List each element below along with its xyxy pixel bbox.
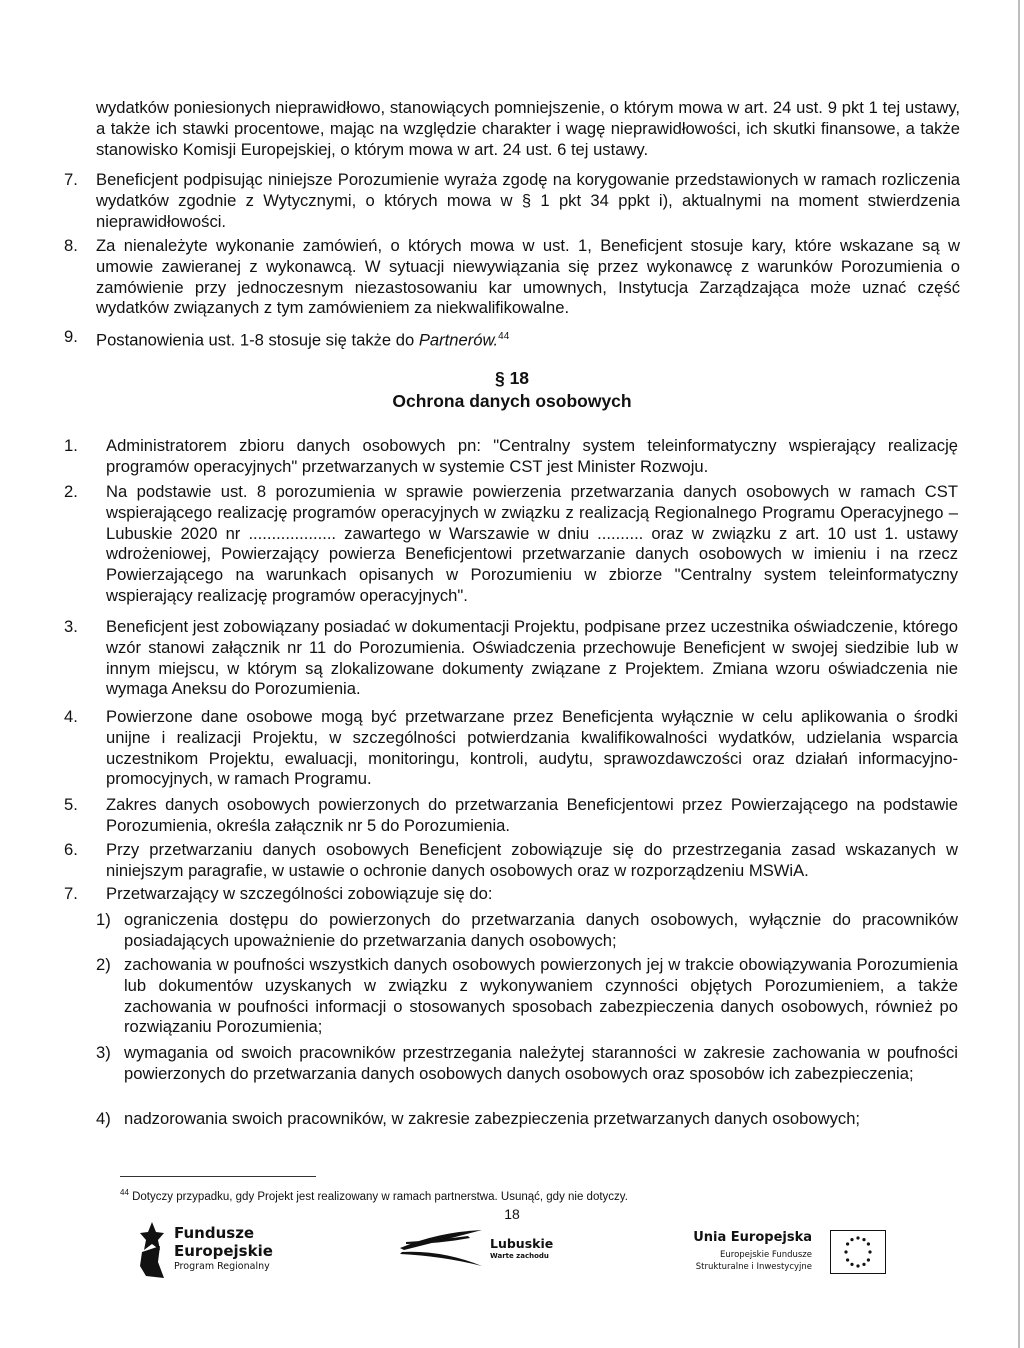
footnote [120,1186,628,1204]
fe-line2: Europejskie [174,1242,273,1260]
fe-line3: Program Regionalny [174,1261,270,1272]
item-text: Przetwarzający w szczególności zobowiązuje się do: [106,884,493,903]
subitem-text: nadzorowania swoich pracowników, w zakresie zabezpieczenia przetwarzanych danych osobowych; [124,1109,861,1128]
eu-flag-icon [830,1230,886,1274]
item-number: 2. [64,482,78,501]
footnote-ref: 44 [498,331,510,342]
item-text: Przy przetwarzaniu danych osobowych Beneficjent zobowiązuje się do przestrzegania zasad wskazanych w niniejszym paragrafie, w ustawie o ochronie danych osobowych oraz w rozporządzeniu MSWiA. [106,840,958,880]
page-number: 18 [504,1206,520,1222]
lubuskie-line2: Warte zachodu [490,1252,549,1260]
footnote-rule [120,1176,316,1177]
subitem-number: 4) [96,1109,111,1128]
item-text: Na podstawie ust. 8 porozumienia w sprawie powierzenia przetwarzania danych osobowych w ramach CST wspierającego realizację programów operacyjnych w związku z realizacją Regionalnego Programu Operacyjnego – Lubuskie 2020 nr ................... zawartego w Warszawie w dniu .......... oraz w związku z art. 10 ust 1. ustawy wdrożeniowej, Powierzający powierza Beneficjentowi przetwarzanie danych osobowych w imieniu i na rzecz Powierzającego na warunkach opisanych w Porozumieniu w zbiorze "Centralny system teleinformatyczny wspierający realizację programów operacyjnych". [106,482,958,605]
footnote-text: Dotyczy przypadku, gdy Projekt jest realizowany w ramach partnerstwa. Usunąć, gdy nie dotyczy. [132,1190,628,1203]
prev-item-number: 7. [64,170,78,189]
scan-edge-line [1018,0,1020,1348]
subitem-text: zachowania w poufności wszystkich danych osobowych powierzonych jej w trakcie obowiązywania Porozumienia lub dokumentów uzyskanych w związku z wykonywaniem czynności objętych Porozumieniem, a także zachowania w poufności informacji o stosowanych sposobach zabezpieczenia danych osobowych, również po rozwiązaniu Porozumienia; [124,955,958,1037]
item-text: Beneficjent jest zobowiązany posiadać w dokumentacji Projektu, podpisane przez uczestnika oświadczenie, którego wzór stanowi załącznik nr 11 do Porozumienia. Oświadczenia przechowuje Beneficjent w swojej siedzibie lub w innym miejscu, w którym są zlokalizowane dokumenty związane z Projektem. Zmiana wzoru oświadczenia nie wymaga Aneksu do Porozumienia. [106,617,958,699]
lubuskie-line1: Lubuskie [490,1236,554,1251]
partners-italic: Partnerów. [418,330,499,350]
fundusze-europejskie-logo [138,1222,298,1282]
prev-item-number: 8. [64,236,78,255]
item-text: Powierzone dane osobowe mogą być przetwarzane przez Beneficjenta wyłącznie w celu aplikowania o środki unijne i realizacji Projektu, w szczególności potwierdzania kwalifikowalności wydatków, udzielania wsparcia uczestnikom Projektu, ewaluacji, monitoringu, kontroli, audytu, sprawozdawczości oraz działań informacyjno-promocyjnych, w ramach Programu. [106,707,958,789]
lubuskie-swoosh-icon [398,1226,484,1270]
ue-line3: Strukturalne i Inwestycyjne [695,1262,812,1272]
item-number: 5. [64,795,78,814]
fe-line1: Fundusze [174,1224,255,1242]
subitem-number: 2) [96,955,111,974]
ue-line2: Europejskie Fundusze [720,1250,812,1260]
prev-item-text: Beneficjent podpisując niniejsze Porozumienie wyraża zgodę na korygowanie przedstawionych w ramach rozliczenia wydatków zgodnie z Wytycznymi, o których mowa w § 1 pkt 34 ppkt i), aktualnymi na moment stwierdzenia nieprawidłowości. [96,170,960,231]
item-number: 3. [64,617,78,636]
intro-paragraph: wydatków poniesionych nieprawidłowo, stanowiących pomniejszenie, o którym mowa w art. 24 ust. 9 pkt 1 tej ustawy, a także ich stawki procentowe, mając na względzie charakter i wagę nieprawidłowości, ich skutki finansowe, a także stanowisko Komisji Europejskiej, o którym mowa w art. 24 ust. 6 tej ustawy. [96,98,960,159]
lubuskie-logo [398,1226,578,1276]
section-number: § 18 [494,368,530,388]
item-number: 1. [64,436,78,455]
footnote-mark: 44 [120,1188,129,1197]
subitem-number: 1) [96,910,111,929]
fe-star-icon [138,1222,164,1280]
prev-item-text: Za nienależyte wykonanie zamówień, o których mowa w ust. 1, Beneficjent stosuje kary, które wskazane są w umowie zawieranej z wykonawcą. W sytuacji niewywiązania się przez wykonawcę z warunków Porozumienia o zamówienie przy jednoczesnym niezastosowaniu kar umownych, Instytucja Zarządzająca może uznać część wydatków związanych z tym zamówieniem za niekwalifikowalne. [96,236,960,318]
prev-item-number: 9. [64,327,78,346]
item-number: 4. [64,707,78,726]
subitem-text: ograniczenia dostępu do powierzonych do przetwarzania danych osobowych, wyłącznie do pracowników posiadających upoważnienie do przetwarzania danych osobowych; [124,910,958,950]
item-number: 6. [64,840,78,859]
subitem-number: 3) [96,1043,111,1062]
ue-line1: Unia Europejska [693,1230,812,1245]
item-text: Zakres danych osobowych powierzonych do przetwarzania Beneficjentowi przez Powierzającego na podstawie Porozumienia, określa załącznik nr 5 do Porozumienia. [106,795,958,835]
item-number: 7. [64,884,78,903]
item-text: Administratorem zbioru danych osobowych pn: "Centralny system teleinformatyczny wspierający realizację programów operacyjnych" przetwarzanych w systemie CST jest Minister Rozwoju. [106,436,958,476]
prev-item-text-main: Postanowienia ust. 1-8 stosuje się także do [96,330,419,350]
prev-item-text [96,327,960,351]
unia-europejska-logo [658,1228,888,1282]
subitem-text: wymagania od swoich pracowników przestrzegania należytej staranności w zakresie zachowania w poufności powierzonych do przetwarzania danych osobowych danych osobowych oraz sposobów ich zabezpieczenia; [124,1043,958,1083]
section-title: Ochrona danych osobowych [392,391,632,411]
